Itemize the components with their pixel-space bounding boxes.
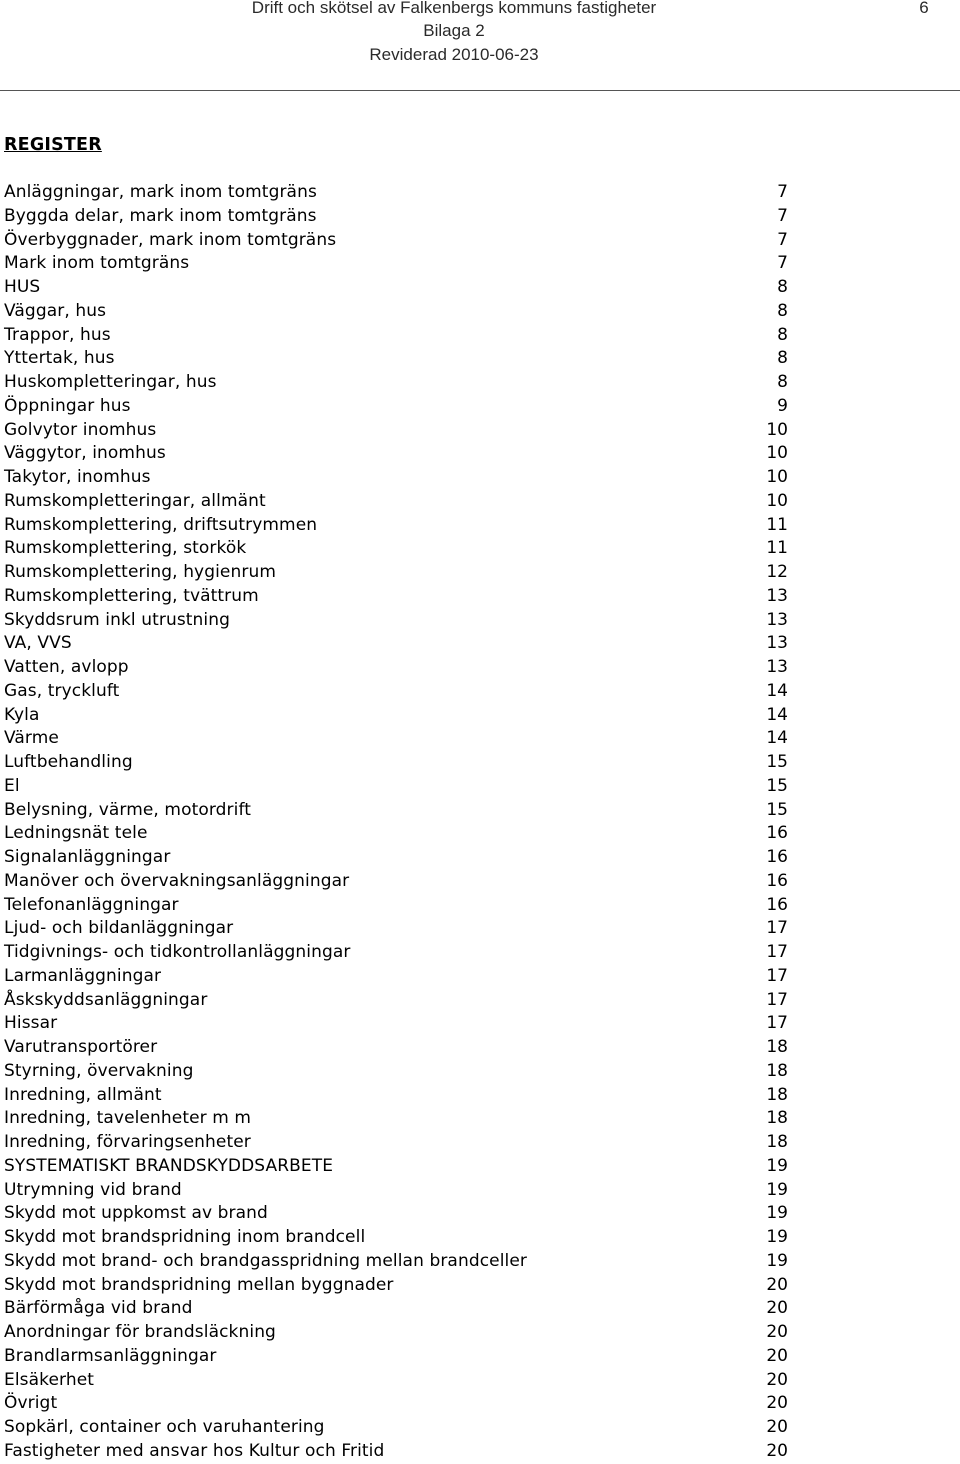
entry-page-number: 14	[766, 728, 788, 749]
entry-page-number: 20	[766, 1393, 788, 1414]
entry-title: Sopkärl, container och varuhantering	[4, 1417, 325, 1437]
register-entry	[0, 632, 960, 656]
entry-title: Elsäkerhet	[4, 1369, 95, 1390]
register-entry	[0, 751, 960, 775]
entry-page-number: 8	[777, 348, 788, 369]
entry-page-number: 15	[766, 799, 788, 820]
entry-page-number: 20	[766, 1417, 788, 1437]
register-entry	[0, 514, 960, 538]
entry-page-number: 17	[766, 942, 788, 962]
register-entry	[0, 252, 960, 276]
entry-page-number: 18	[766, 1037, 788, 1057]
entry-title: Huskompletteringar, hus	[4, 372, 217, 392]
entry-page-number: 16	[766, 870, 788, 891]
register-entry	[0, 181, 960, 205]
entry-title: Brandlarmsanläggningar	[4, 1345, 217, 1366]
entry-page-number: 8	[777, 372, 788, 392]
register-entry	[0, 1036, 960, 1060]
register-entry	[0, 229, 960, 253]
entry-title: Trappor, hus	[4, 324, 111, 345]
register-entry	[0, 1060, 960, 1084]
entry-title: Väggytor, inomhus	[4, 443, 166, 464]
entry-title: El	[4, 775, 20, 796]
entry-title: Öppningar hus	[4, 395, 131, 416]
entry-title: Skydd mot brandspridning inom brandcell	[4, 1227, 366, 1247]
register-entry	[0, 490, 960, 514]
register-entry	[0, 1012, 960, 1036]
register-entry	[0, 989, 960, 1013]
register-entry	[0, 1440, 960, 1464]
entry-title: HUS	[4, 277, 41, 297]
entry-title: Övrigt	[4, 1393, 58, 1414]
entry-title: Överbyggnader, mark inom tomtgräns	[4, 229, 337, 250]
entry-page-number: 10	[766, 419, 788, 440]
register-entry	[0, 1345, 960, 1369]
register-title: REGISTER	[4, 135, 102, 155]
entry-page-number: 20	[766, 1298, 788, 1319]
entry-title: Skydd mot brandspridning mellan byggnader	[4, 1274, 394, 1295]
entry-page-number: 13	[766, 633, 788, 654]
entry-page-number: 11	[766, 538, 788, 559]
entry-title: Väggar, hus	[4, 300, 107, 321]
entry-title: Anordningar för brandsläckning	[4, 1322, 276, 1342]
entry-title: Rumskompletteringar, allmänt	[4, 490, 266, 511]
entry-title: Skyddsrum inkl utrustning	[4, 609, 231, 630]
entry-page-number: 19	[766, 1203, 788, 1224]
entry-title: Utrymning vid brand	[4, 1179, 182, 1200]
entry-page-number: 19	[766, 1250, 788, 1271]
entry-page-number: 7	[777, 253, 788, 274]
entry-page-number: 10	[766, 443, 788, 464]
entry-title: Signalanläggningar	[4, 847, 171, 867]
entry-title: Ledningsnät tele	[4, 823, 148, 844]
entry-title: Skydd mot brand- och brandgasspridning mellan brandceller	[4, 1250, 528, 1271]
entry-title: Mark inom tomtgräns	[4, 253, 190, 274]
entry-title: Anläggningar, mark inom tomtgräns	[4, 182, 317, 202]
entry-page-number: 20	[766, 1322, 788, 1342]
register-entry	[0, 680, 960, 704]
entry-page-number: 17	[766, 1013, 788, 1034]
register-entry	[0, 1297, 960, 1321]
register-entry	[0, 1250, 960, 1274]
entry-page-number: 20	[766, 1345, 788, 1366]
entry-title: Ljud- och bildanläggningar	[4, 918, 234, 939]
entry-page-number: 19	[766, 1179, 788, 1200]
entry-title: Golvytor inomhus	[4, 419, 157, 440]
register-list	[0, 181, 960, 1464]
entry-page-number: 8	[777, 300, 788, 321]
entry-title: Takytor, inomhus	[4, 467, 151, 487]
register-entry	[0, 276, 960, 300]
entry-title: Vatten, avlopp	[4, 657, 129, 677]
entry-title: Kyla	[4, 704, 40, 725]
entry-title: Manöver och övervakningsanläggningar	[4, 870, 350, 891]
entry-page-number: 16	[766, 847, 788, 867]
register-entry	[0, 561, 960, 585]
register-entry	[0, 1321, 960, 1345]
header-appendix-label: Bilaga 2	[423, 21, 485, 40]
entry-title: Fastigheter med ansvar hos Kultur och Fritid	[4, 1440, 385, 1461]
entry-page-number: 19	[766, 1155, 788, 1176]
header-document-title: Drift och skötsel av Falkenbergs kommuns fastigheter	[251, 0, 657, 17]
entry-title: Byggda delar, mark inom tomtgräns	[4, 205, 317, 226]
register-entry	[0, 704, 960, 728]
entry-page-number: 10	[766, 467, 788, 487]
register-entry	[0, 965, 960, 989]
entry-page-number: 7	[777, 182, 788, 202]
register-entry	[0, 609, 960, 633]
register-entry	[0, 1202, 960, 1226]
register-entry	[0, 371, 960, 395]
entry-page-number: 14	[766, 704, 788, 725]
entry-page-number: 13	[766, 585, 788, 606]
register-entry	[0, 419, 960, 443]
entry-title: VA, VVS	[4, 633, 72, 654]
register-entry	[0, 917, 960, 941]
entry-page-number: 16	[766, 823, 788, 844]
entry-page-number: 15	[766, 752, 788, 772]
register-entry	[0, 894, 960, 918]
entry-page-number: 18	[766, 1060, 788, 1081]
register-entry	[0, 1131, 960, 1155]
entry-page-number: 7	[777, 205, 788, 226]
register-entry	[0, 799, 960, 823]
register-entry	[0, 324, 960, 348]
register-entry	[0, 1392, 960, 1416]
entry-title: Varutransportörer	[4, 1037, 158, 1057]
entry-page-number: 14	[766, 680, 788, 701]
register-entry	[0, 727, 960, 751]
entry-title: Åskskyddsanläggningar	[4, 989, 208, 1010]
register-entry	[0, 1179, 960, 1203]
register-entry	[0, 822, 960, 846]
entry-page-number: 15	[766, 775, 788, 796]
entry-title: Rumskomplettering, hygienrum	[4, 562, 276, 582]
register-entry	[0, 941, 960, 965]
register-entry	[0, 585, 960, 609]
entry-title: Hissar	[4, 1013, 58, 1034]
entry-title: Telefonanläggningar	[4, 894, 179, 915]
register-entry	[0, 1226, 960, 1250]
entry-title: Skydd mot uppkomst av brand	[4, 1203, 268, 1224]
entry-page-number: 10	[766, 490, 788, 511]
entry-page-number: 8	[777, 277, 788, 297]
entry-page-number: 17	[766, 918, 788, 939]
entry-title: Yttertak, hus	[4, 348, 115, 369]
entry-page-number: 17	[766, 989, 788, 1010]
entry-page-number: 11	[766, 514, 788, 535]
entry-page-number: 7	[777, 229, 788, 250]
register-entry	[0, 395, 960, 419]
entry-page-number: 20	[766, 1440, 788, 1461]
entry-page-number: 12	[766, 562, 788, 582]
register-entry	[0, 300, 960, 324]
entry-page-number: 16	[766, 894, 788, 915]
entry-title: SYSTEMATISKT BRANDSKYDDSARBETE	[4, 1155, 334, 1176]
entry-title: Inredning, allmänt	[4, 1084, 162, 1105]
entry-title: Luftbehandling	[4, 752, 133, 772]
entry-page-number: 13	[766, 657, 788, 677]
header-revision-date: Reviderad 2010-06-23	[369, 45, 539, 64]
register-entry	[0, 656, 960, 680]
register-entry	[0, 537, 960, 561]
entry-page-number: 20	[766, 1369, 788, 1390]
entry-page-number: 13	[766, 609, 788, 630]
register-entry	[0, 347, 960, 371]
register-entry	[0, 1155, 960, 1179]
register-entry	[0, 205, 960, 229]
entry-page-number: 17	[766, 965, 788, 986]
register-entry	[0, 1369, 960, 1393]
register-entry	[0, 775, 960, 799]
entry-page-number: 18	[766, 1084, 788, 1105]
entry-title: Värme	[4, 728, 59, 749]
entry-title: Belysning, värme, motordrift	[4, 799, 252, 820]
page-header	[0, 0, 960, 92]
page-number: 6	[919, 0, 929, 17]
entry-title: Gas, tryckluft	[4, 680, 120, 701]
entry-title: Styrning, övervakning	[4, 1060, 194, 1081]
register-entry	[0, 1274, 960, 1298]
entry-title: Bärförmåga vid brand	[4, 1298, 193, 1319]
entry-title: Rumskomplettering, storkök	[4, 538, 247, 559]
register-entry	[0, 1416, 960, 1440]
register-entry	[0, 466, 960, 490]
register-entry	[0, 1107, 960, 1131]
entry-title: Rumskomplettering, tvättrum	[4, 585, 259, 606]
entry-title: Inredning, förvaringsenheter	[4, 1132, 251, 1152]
entry-title: Larmanläggningar	[4, 965, 162, 986]
entry-title: Tidgivnings- och tidkontrollanläggningar	[4, 942, 351, 962]
entry-page-number: 20	[766, 1274, 788, 1295]
register-entry	[0, 1084, 960, 1108]
register-entry	[0, 846, 960, 870]
register-entry	[0, 870, 960, 894]
entry-page-number: 18	[766, 1108, 788, 1129]
entry-page-number: 9	[777, 395, 788, 416]
header-divider	[0, 90, 960, 91]
entry-page-number: 8	[777, 324, 788, 345]
entry-page-number: 18	[766, 1132, 788, 1152]
entry-title: Inredning, tavelenheter m m	[4, 1108, 252, 1129]
entry-title: Rumskomplettering, driftsutrymmen	[4, 514, 318, 535]
register-entry	[0, 442, 960, 466]
entry-page-number: 19	[766, 1227, 788, 1247]
